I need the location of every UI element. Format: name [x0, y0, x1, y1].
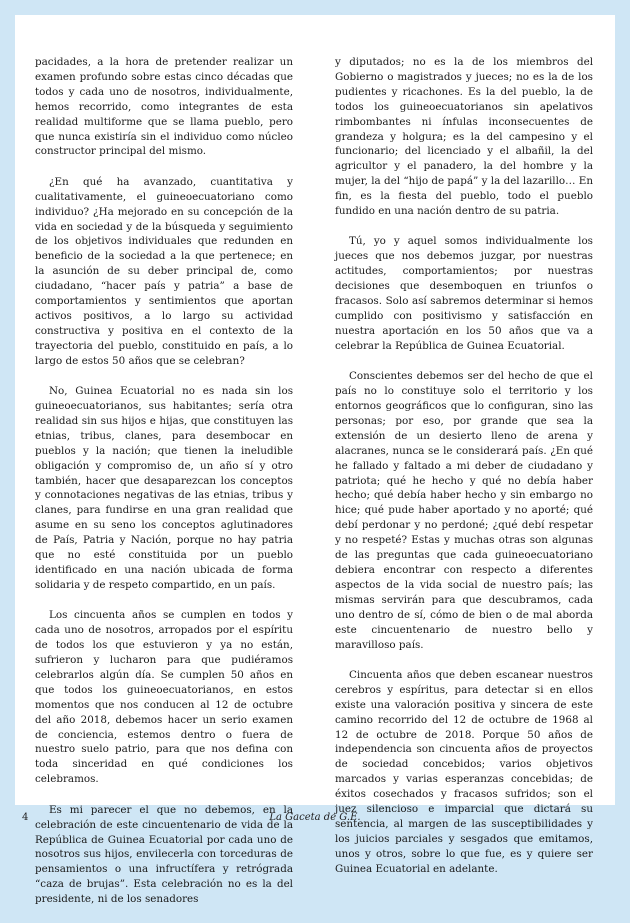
right-paragraph-2: Tú, yo y aquel somos individualmente los jueces que nos debemos juzgar, por nuestras actitudes, comportamientos; por nuestras decisiones que desemboquen en triunfos o fracasos. Solo así sabremos determinar si hemos cumplido con positivismo y satisfacción en nuestra aportación en los 50 años que va a celebrar la República de Guinea Ecuatorial.: [335, 235, 593, 352]
left-paragraph-1: pacidades, a la hora de pretender realizar un examen profundo sobre estas cinco décadas que todos y cada uno de nosotros, individualmente, hemos recorrido, como integrantes de esta realidad multiforme que se llama pueblo, pero que nunca existiría sin el individuo como núcleo constructor principal del mismo.: [35, 56, 293, 158]
left-paragraph-5: Es mi parecer el que no debemos, en la celebración de este cincuentenario de vida de la República de Guinea Ecuatorial por cada uno de nosotros sus hijos, envilecerla con torceduras de pensamientos o una infructífera y retrógrada “caza de brujas”. Esta celebración no es la del presidente, ni de los senadores: [35, 803, 293, 906]
page-footer: [0, 804, 630, 840]
left-paragraph-3: No, Guinea Ecuatorial no es nada sin los guineoecuatorianos, sus habitantes; sería otra realidad sin sus hijos e hijas, que constituyen las etnias, tribus, clanes, para desembocar en pueblos y la nación; que tienen la ineludible obligación y compromiso de, un año sí y otro también, hacer que desaparezcan los conceptos y connotaciones negativas de las etnias, tribus y clanes, para fundirse en una gran realidad que asume en su seno los conceptos aglutinadores de País, Patria y Nación, porque no hay patria que no esté constituida por un pueblo identificado en una nación ubicada de forma solidaria y de respeto compartido, en un país.: [35, 385, 293, 591]
right-paragraph-1: y diputados; no es la de los miembros del Gobierno o magistrados y jueces; no es la de los pudientes y ricachones. Es la del pueblo, la de todos los guineoecuatorianos sin apelativos rimbombantes ni ínfulas inconsecuentes de grandeza y holgura; es la del campesino y el funcionario; del licenciado y el albañil, la del agricultor y el panadero, la del hombre y la mujer, la del “hijo de papá” y la del lazarillo… En fin, es la fiesta del pueblo, todo el pueblo fundido en una nación dentro de su patria.: [335, 56, 593, 218]
page-number: 4: [22, 812, 29, 823]
right-paragraph-3: Conscientes debemos ser del hecho de que el país no lo constituye solo el territorio y los entornos geográficos que lo configuran, sino las personas; por eso, por grande que sea la extensión de un desierto lleno de arena y alacranes, nunca se le considerará país. ¿En qué he fallado y faltado a mi deber de ciudadano y patriota; qué he hecho y qué no debía haber hecho; qué debía haber hecho y sin embargo no hice; qué pude haber aportado y no aporté; qué debí perdonar y no perdoné; ¿qué debí respetar y no respeté? Estas y muchas otras son algunas de las preguntas que cada guineoecuatoriano debiera encontrar con respecto a diferentes aspectos de la vida social de nuestro país; las mismas servirán para que descubramos, cada uno dentro de sí, cómo de bien o de mal aborda este cincuentenario de nuestro bello y maravilloso país.: [335, 370, 593, 651]
right-paragraph-4: Cincuenta años que deben escanear nuestros cerebros y espíritus, para detectar si en ellos existe una valoración positiva y sincera de este camino recorrido del 12 de octubre de 1968 al 12 de octubre de 2018. Porque 50 años de independencia son cincuenta años de proyectos de sociedad concebidos; varios objetivos marcados y varias esperanzas concebidas; de éxitos cosechados y fracasos sufridos; son el juez silencioso e imparcial que dictará su sentencia, al margen de las susceptibilidades y los juicios parciales y sesgados que emitamos, unos y otros, sobre lo que fue, es y quiere ser Guinea Ecuatorial en adelante.: [335, 668, 593, 875]
right-column: [335, 55, 593, 892]
left-paragraph-4: Los cincuenta años se cumplen en todos y cada uno de nosotros, arropados por el espíritu de todos los que estuvieron y ya no están, sufrieron y lucharon para que pudiéramos celebrarlos algún día. Se cumplen 50 años en que todos los guineoecuatorianos, en estos momentos que nos conducen al 12 de octubre del año 2018, debemos hacer un serio examen de conciencia, estemos dentro o fuera de nuestro suelo patrio, para que nos defina con toda sinceridad en qué condiciones los celebramos.: [35, 609, 293, 786]
publication-title: La Gaceta de G.E.: [269, 812, 361, 823]
left-paragraph-2: ¿En qué ha avanzado, cuantitativa y cualitativamente, el guineoecuatoriano como individuo? ¿Ha mejorado en su concepción de la vida en sociedad y de la búsqueda y seguimiento de los objetivos individuales que redunden en beneficio de la sociedad a la que pertenece; en la asunción de su deber principal de, como ciudadano, “hacer país y patria” a base de comportamientos y sentimientos que aportan activos positivos, a lo largo su actividad constructiva y positiva en el contexto de la trayectoria del pueblo, constituido en país, a lo largo de estos 50 años que se celebran?: [35, 175, 293, 367]
left-column: [35, 55, 293, 923]
